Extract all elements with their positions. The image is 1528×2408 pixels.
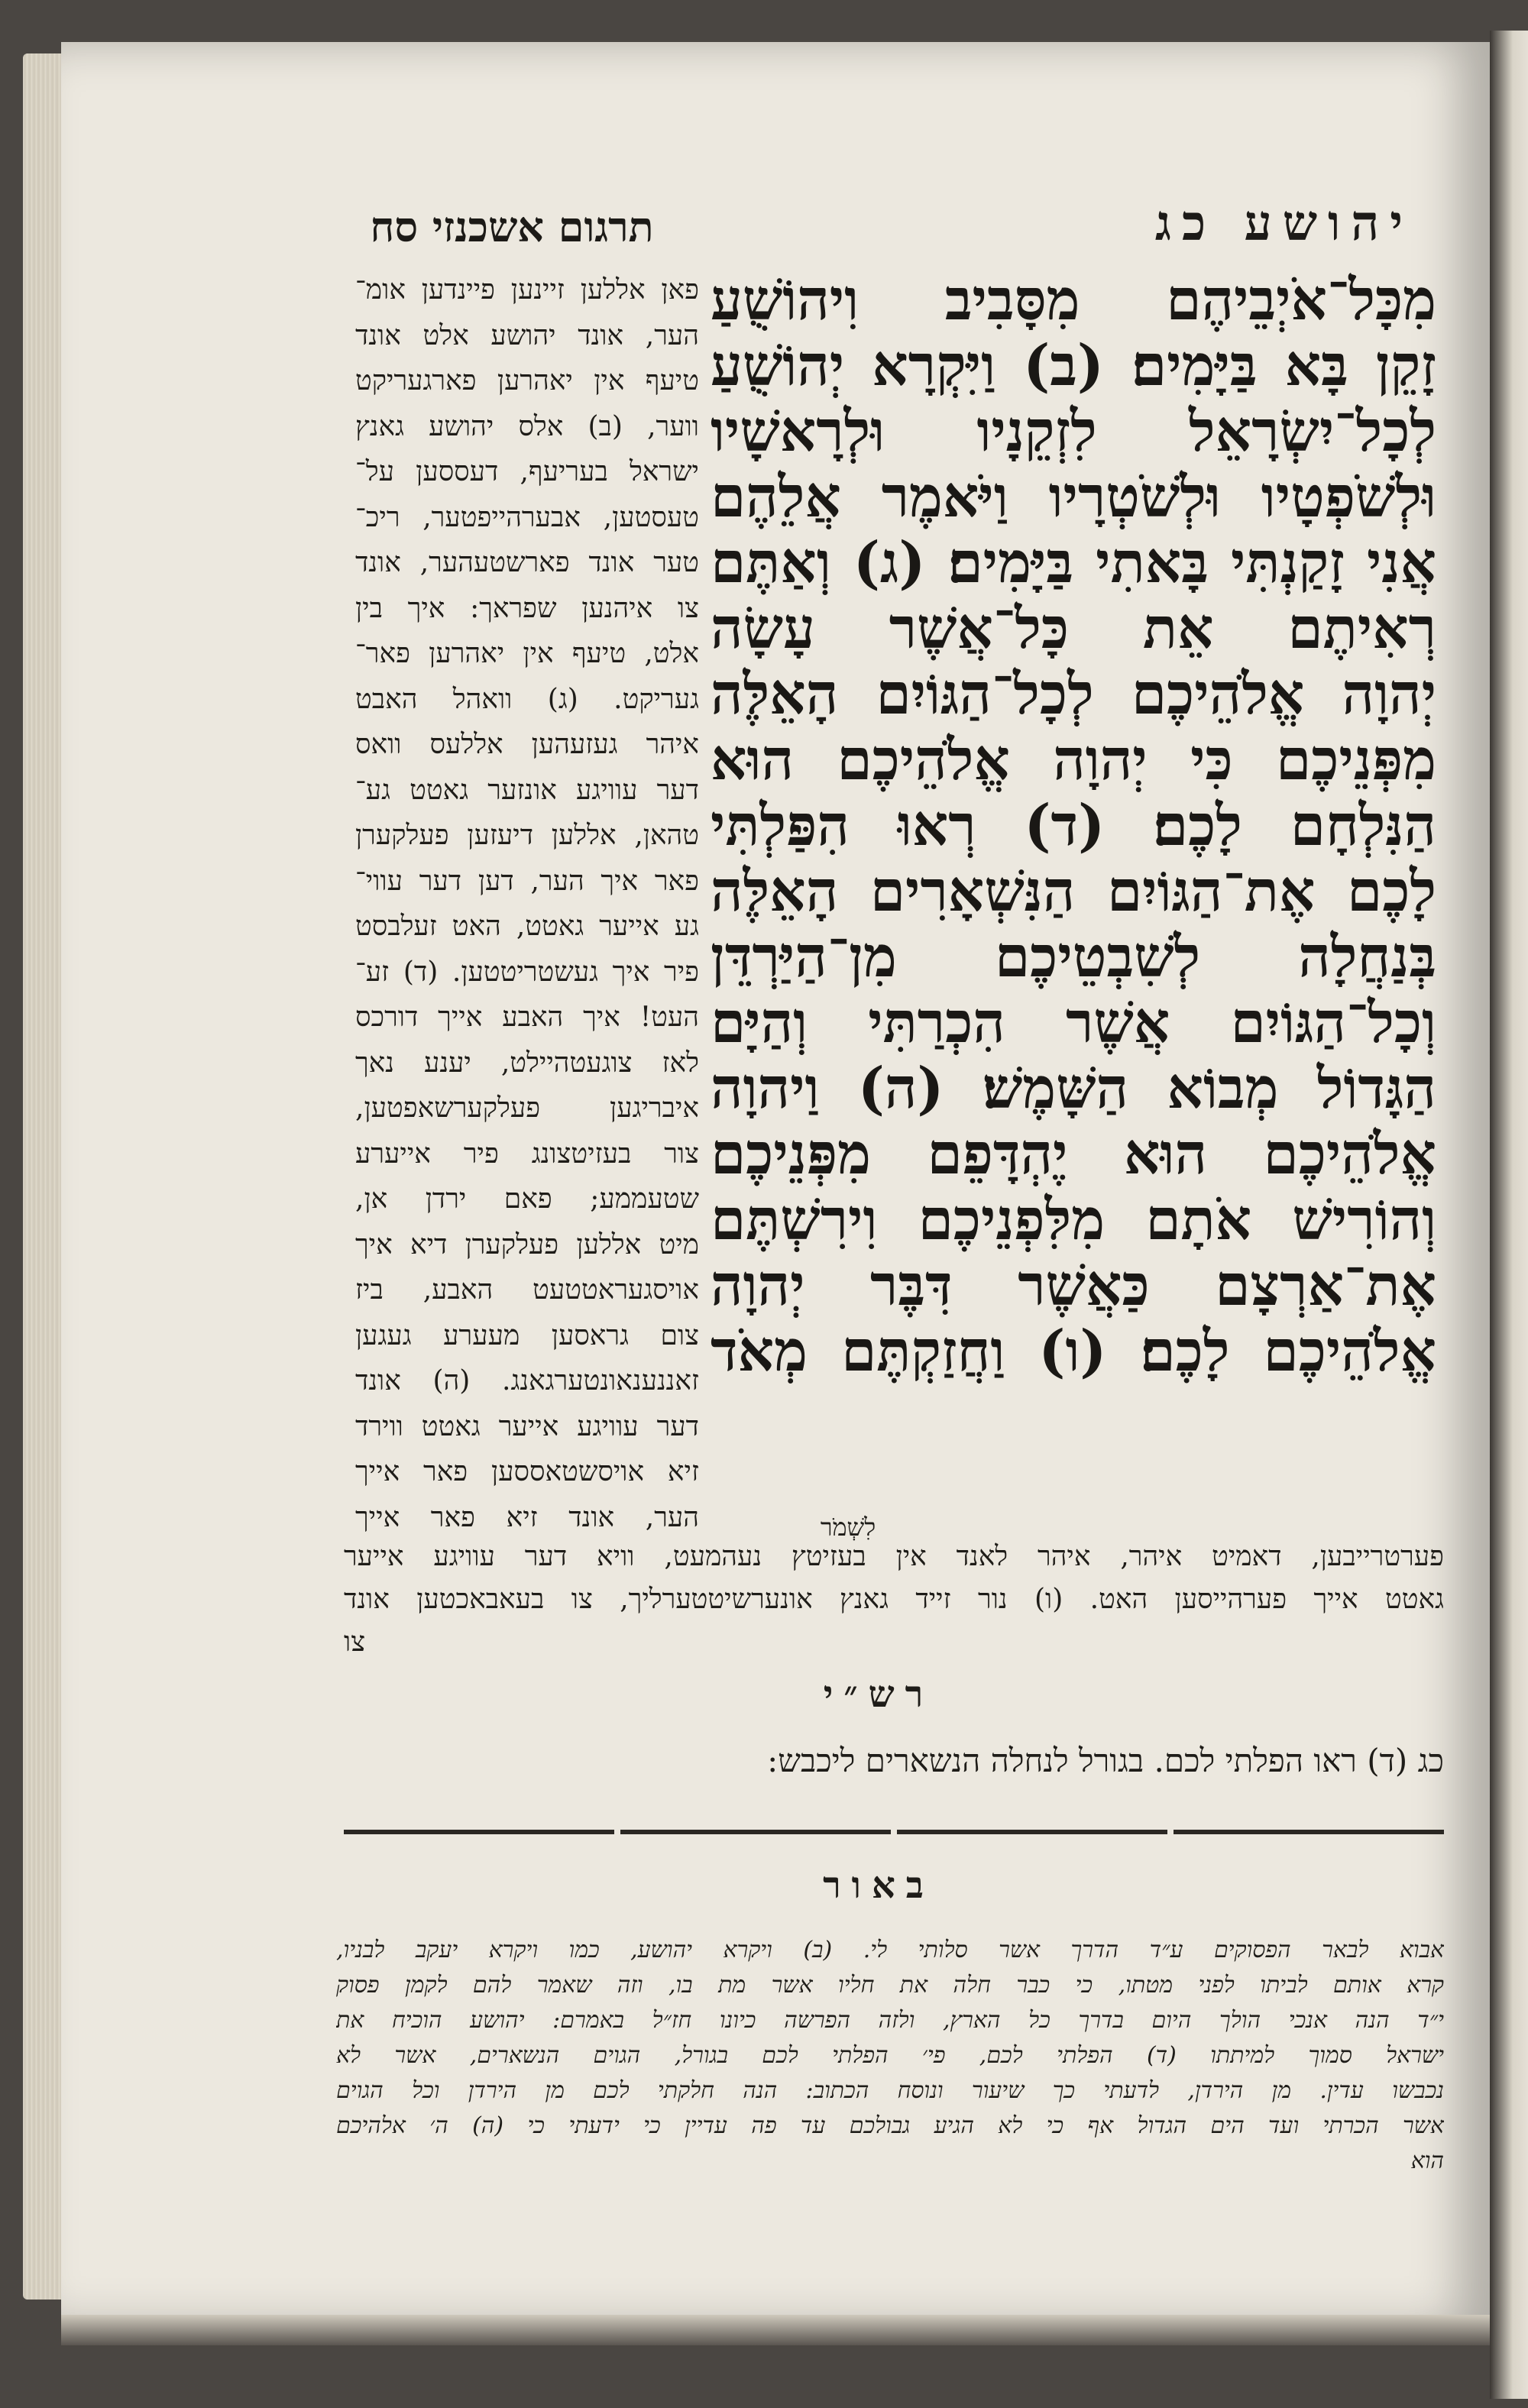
biur-line: קרא אותם לביתו לפני מטתו, כי כבר חלה את חליו אשר מת בו, וזה שאמר להם לקמן פסוק <box>336 1972 1444 1999</box>
page-bottom-shadow <box>61 2315 1490 2345</box>
main-text-line: אֱלֹהֵיכֶם לָכֶם׃ (ו) וַחֲזַקְתֶּם מְאֹד <box>711 1319 1436 1384</box>
main-text-catchword: לִשְׁמֹר <box>820 1513 876 1542</box>
main-text-line: וּלְשֹׁפְטָיו וּלְשֹׁטְרָיו וַיֹּאמֶר אֲלֵהֶם <box>711 464 1436 530</box>
translation-line: איהר געזעהען אללעס וואס <box>355 729 699 760</box>
running-header-main: יהושע כג <box>1154 195 1413 252</box>
translation-line: אלט, טיעף אין יאהרען פאר־ <box>355 638 699 669</box>
facing-page-edge <box>1490 31 1528 2399</box>
translation-line: ישראל בעריעף, דעססען על־ <box>355 456 699 487</box>
biur-line: ישראל סמוך למיתתו (ד) הפלתי לכם, פי׳ הפלתי לכם בגורל, הגוים הנשארים, אשר לא <box>336 2042 1444 2069</box>
translation-line: געריקט. (ג) וואהל האבט <box>355 683 699 715</box>
translation-line: דער עוויגע אונזער גאטט גע־ <box>355 774 699 806</box>
divider-segment <box>1174 1830 1444 1834</box>
translation-line: טהאן, אללען דיעזען פעלקערן <box>355 820 699 851</box>
continuation-catchword: צו <box>344 1626 366 1658</box>
translation-line: פאר איך הער, דען דער עווי־ <box>355 865 699 897</box>
continuation-line: גאטט אייך פערהייסען האט. (ו) נור זייד גאנץ אונערשיטטערליך, צו בעאבאכטען אונד <box>344 1584 1444 1615</box>
translation-line: צום גראסען מעערע געגען <box>355 1319 699 1351</box>
main-text-line: בְּנַחֲלָה לְשִׁבְטֵיכֶם מִן־הַיַּרְדֵּן <box>711 924 1436 990</box>
main-text-line: מִכָּל־אֹיְבֵיהֶם מִסָּבִיב וִיהוֹשֻׁעַ <box>711 267 1436 333</box>
biur-line: אשר הכרתי ועד הים הגדול אף כי לא הגיע גבולכם עד פה עדיין כי ידעתי כי (ה) ה׳ אלהיכם <box>336 2112 1444 2139</box>
translation-line: פאן אללען זיינען פיינדען אומ־ <box>355 274 699 306</box>
biur-catchword: הוא <box>1410 2147 1444 2174</box>
translation-column <box>355 267 699 1533</box>
main-text-line: אֱלֹהֵיכֶם הוּא יֶהְדָּפֵם מִפְּנֵיכֶם <box>711 1121 1436 1187</box>
main-text-line: יְהוָה אֱלֹהֵיכֶם לְכָל־הַגּוֹיִם הָאֵלֶּה <box>711 662 1436 727</box>
translation-line: הער, אונד יהושע אלט אונד <box>355 319 699 351</box>
translation-line: צור בעזיטצונג פיר אייערע <box>355 1138 699 1170</box>
translation-line: לאז צוגעטהיילט, יענע נאך <box>355 1047 699 1079</box>
translation-line: גע אייער גאטט, האט זעלבסט <box>355 911 699 942</box>
hebrew-main-text <box>711 267 1436 1505</box>
main-text-line: וְהוֹרִישׁ אֹתָם מִלִּפְנֵיכֶם וִירִשְׁתֶּם <box>711 1187 1436 1253</box>
main-text-line: הַגָּדוֹל מְבוֹא הַשָּׁמֶשׁ׃ (ה) וַיהוָה <box>711 1056 1436 1121</box>
translation-line: מיט אללען פעלקערן דיא איך <box>355 1228 699 1261</box>
translation-line: טער אונד פארשטעהער, אונד <box>355 547 699 578</box>
translation-line: טעסטען, אבערהייפטער, ריכ־ <box>355 501 699 533</box>
biur-line: י״ד הנה אנכי הולך היום בדרך כל הארץ, ולזה הפרשה כיונו חז״ל באמרם: יהושע הוכיח את <box>336 2007 1444 2034</box>
biur-line: אבוא לבאר הפסוקים ע״ד הדרך אשר סלותי לי. (ב) ויקרא יהושע, כמו ויקרא יעקב לבניו, <box>336 1937 1444 1963</box>
translation-line: טיעף אין יאהרען פארגעריקט <box>355 365 699 396</box>
biur-commentary <box>336 1933 1444 2177</box>
continuation-line: פערטרייבען, דאמיט איהר, איהר לאנד אין בעזיטץ נעהמעט, וויא דער עוויגע אייער <box>344 1541 1444 1572</box>
translation-line: צו איהנען שפראך: איך בין <box>355 592 699 624</box>
translation-line: דער עוויגע אייער גאטט ווירד <box>355 1410 699 1442</box>
translation-line: זאננענאונטערגאנג. (ה) אונד <box>355 1365 699 1397</box>
translation-line: אויסגעראטטעט האבע, ביז <box>355 1274 699 1306</box>
divider-segment <box>620 1830 891 1834</box>
divider-segment <box>897 1830 1167 1834</box>
translation-line: העט! איך האבע אייך דורכס <box>355 1002 699 1033</box>
main-text-line: רְאִיתֶם אֵת כָּל־אֲשֶׁר עָשָׂה <box>711 596 1436 662</box>
main-text-line: הַנִּלְחָם לָכֶם׃ (ד) רְאוּ הִפַּלְתִּי <box>711 793 1436 859</box>
rashi-heading: רש״י <box>823 1673 934 1716</box>
translation-line: איבריגען פעלקערשאפטען, <box>355 1092 699 1124</box>
section-divider <box>344 1830 1444 1839</box>
biur-line: נכבשו עדין. מן הירדן, לדעתי כך שיעור ונוסח הכתוב: הנה חלקתי לכם מן הירדן וכל הגוים <box>336 2077 1444 2104</box>
translation-line: הער, אונד זיא פאר אייך <box>355 1501 699 1533</box>
translation-line: שטעממע; פאם ירדן אן, <box>355 1183 699 1215</box>
rashi-commentary: כג (ד) ראו הפלתי לכם. בגורל לנחלה הנשארים ליכבש: <box>767 1742 1444 1779</box>
biur-heading: באור <box>823 1864 934 1907</box>
divider-segment <box>344 1830 614 1834</box>
main-text-line: וְכָל־הַגּוֹיִם אֲשֶׁר הִכְרַתִּי וְהַיָּם <box>711 990 1436 1056</box>
translation-line: ווער, (ב) אלס יהושע גאנץ <box>355 410 699 442</box>
translation-continuation <box>344 1536 1444 1673</box>
main-text-line: אֲנִי זָקַנְתִּי בָּאתִי בַּיָּמִים׃ (ג) וְאַתֶּם <box>711 530 1436 596</box>
translation-line: זיא אויסשטאססען פאר אייך <box>355 1456 699 1487</box>
translation-line: פיר איך געשטריטטען. (ד) זע־ <box>355 956 699 988</box>
main-text-line: לָכֶם אֶת־הַגּוֹיִם הַנִּשְׁאָרִים הָאֵלֶּה <box>711 859 1436 924</box>
main-text-line: אֶת־אַרְצָם כַּאֲשֶׁר דִּבֶּר יְהוָה <box>711 1253 1436 1319</box>
main-text-line: זָקֵן בָּא בַּיָּמִים׃ (ב) וַיִּקְרָא יְהוֹשֻׁעַ <box>711 333 1436 399</box>
main-text-line: מִפְּנֵיכֶם כִּי יְהוָה אֱלֹהֵיכֶם הוּא <box>711 727 1436 793</box>
main-text-line: לְכָל־יִשְׂרָאֵל לִזְקֵנָיו וּלְרָאשָׁיו <box>711 399 1436 464</box>
running-header-translation: תרגום אשכנזי סח <box>370 202 654 251</box>
